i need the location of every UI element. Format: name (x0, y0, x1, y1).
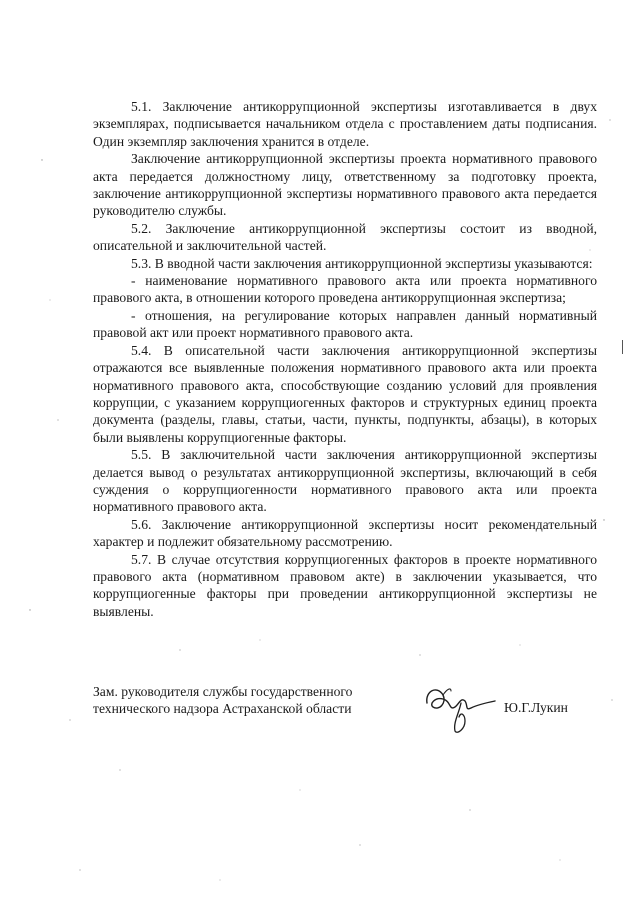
signature-block (93, 683, 597, 743)
paragraph-5-4: 5.4. В описательной части заключения антикоррупционной экспертизы отражаются все выявленные положения нормативного правового акта или проекта нормативного правового акта, способствующие созданию условий для проявления коррупции, с указанием коррупциогенных факторов и структурных единиц проекта документа (разделы, главы, статьи, части, пункты, подпункты, абзацы), в которых были выявлены коррупциогенные факторы. (93, 342, 597, 445)
signatory-position-line-2: технического надзора Астраханской области (93, 701, 352, 717)
paragraph-5-7: 5.7. В случае отсутствия коррупциогенных факторов в проекте нормативного правового акта (нормативном правовом акте) в заключении указывается, что коррупциогенные факторы при проведении антикоррупционной экспертизы не выявлены. (93, 551, 597, 619)
signatory-position (93, 683, 393, 718)
list-item-act-name: - наименование нормативного правового акта или проекта нормативного правового акта, в отношении которого проведена антикоррупционная экспертиза; (93, 273, 597, 306)
list-item-relations: - отношения, на регулирование которых направлен данный нормативный правовой акт или проект нормативного правового акта. (93, 307, 597, 341)
paragraph-5-1: 5.1. Заключение антикоррупционной экспертизы изготавливается в двух экземплярах, подписывается начальником отдела с проставлением даты подписания. Один экземпляр заключения хранится в отделе. (93, 99, 597, 149)
signatory-name: Ю.Г.Лукин (504, 700, 568, 715)
paragraph-5-6: 5.6. Заключение антикоррупционной экспертизы носит рекомендательный характер и подлежит обязательному рассмотрению. (93, 516, 597, 550)
paragraph-5-3: 5.3. В вводной части заключения антикоррупционной экспертизы указываются: (131, 255, 593, 271)
paragraph-5-2: 5.2. Заключение антикоррупционной экспертизы состоит из вводной, описательной и заключительной частей. (93, 220, 597, 254)
handwritten-signature (421, 677, 501, 737)
signatory-position-line-1: Зам. руководителя службы государственного (93, 684, 353, 699)
paragraph-5-1-transfer: Заключение антикоррупционной экспертизы проекта нормативного правового акта передается должностному лицу, ответственному за подготовку проекта, заключение антикоррупционной экспертизы нормативного правового акта передается руководителю службы. (93, 151, 597, 219)
document-body (93, 98, 597, 620)
paragraph-5-5: 5.5. В заключительной части заключения антикоррупционной экспертизы делается вывод о результатах антикоррупционной экспертизы, включающий в себя суждения о коррупциогенности нормативного правового акта или проекта нормативного правового акта. (93, 447, 597, 515)
margin-mark (622, 340, 623, 354)
